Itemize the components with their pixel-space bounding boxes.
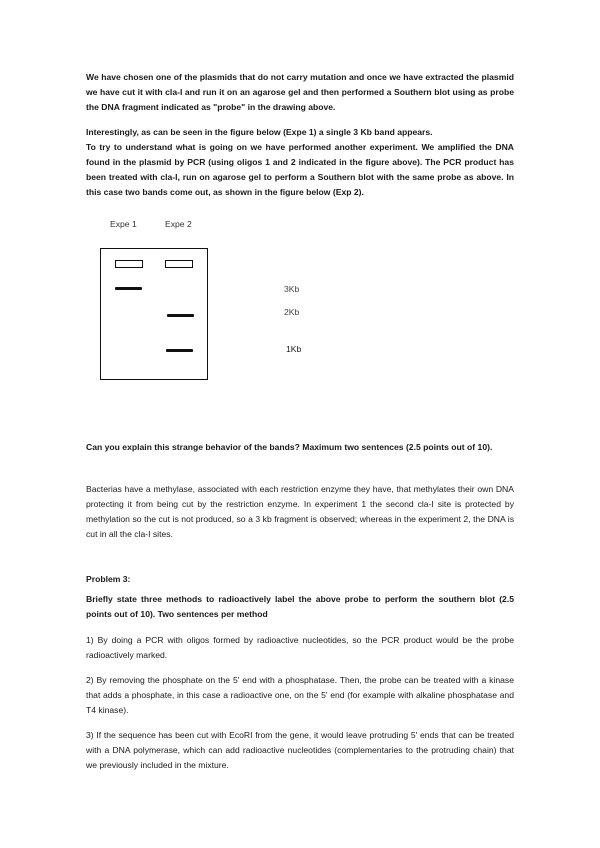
paragraph-experiment-intro: We have chosen one of the plasmids that do not carry mutation and once we have extracted the plasmid we have cut it with cla-I and run it on an agarose gel and then performed a Southern blot using as probe the DNA fragment indicated as "probe" in the drawing above. <box>86 72 514 112</box>
size-marker-2kb: 2Kb <box>284 307 300 317</box>
lane-label-expe1: Expe 1 <box>110 219 137 229</box>
size-marker-3kb: 3Kb <box>284 284 300 294</box>
method-2-kinase: 2) By removing the phosphate on the 5' end with a phosphatase. Then, the probe can be treated with a kinase that adds a phosphate, in this case a radioactive one, on the 5' end (for example with alkaline phosphatase and T4 kinase). <box>86 675 514 715</box>
paragraph-expe2-description: To try to understand what is going on we have performed another experiment. We amplified the DNA found in the plasmid by PCR (using oligos 1 and 2 indicated in the figure above). The PCR product has been treated with cla-I, run on agarose gel to perform a Southern blot with the same probe as above. In this case two bands come out, as shown in the figure below (Exp 2). <box>86 142 514 197</box>
question-radioactive-labeling: Briefly state three methods to radioactively label the above probe to perform the southern blot (2.5 points out of 10). Two sentences per method <box>86 594 514 619</box>
well-lane1 <box>115 260 143 268</box>
problem-3-title: Problem 3: <box>86 574 131 584</box>
lane-label-expe2: Expe 2 <box>165 219 192 229</box>
band-expe1-3kb <box>115 287 142 290</box>
well-lane2 <box>165 260 193 268</box>
band-expe2-2kb <box>167 314 194 317</box>
band-expe2-1kb <box>166 349 193 352</box>
gel-figure <box>100 248 208 380</box>
size-marker-1kb: 1Kb <box>286 344 302 354</box>
paragraph-expe1-result: Interestingly, as can be seen in the figure below (Expe 1) a single 3 Kb band appears. <box>86 127 433 137</box>
answer-band-behavior: Bacterias have a methylase, associated with each restriction enzyme they have, that methylates their own DNA protecting it from being cut by the restriction enzyme. In experiment 1 the second cla-I site is protected by methylation so the cut is not produced, so a 3 kb fragment is observed; whereas in the experiment 2, the DNA is cut in all the cla-I sites. <box>86 484 514 539</box>
method-3-polymerase: 3) If the sequence has been cut with EcoRI from the gene, it would leave protruding 5' ends that can be treated with a DNA polymerase, which can add radioactive nucleotides (complementaries to the protruding chain) that we previously included in the mixture. <box>86 730 514 770</box>
question-band-behavior: Can you explain this strange behavior of the bands? Maximum two sentences (2.5 points out of 10). <box>86 442 493 452</box>
method-1-pcr: 1) By doing a PCR with oligos formed by radioactive nucleotides, so the PCR product would be the probe radioactively marked. <box>86 635 514 660</box>
